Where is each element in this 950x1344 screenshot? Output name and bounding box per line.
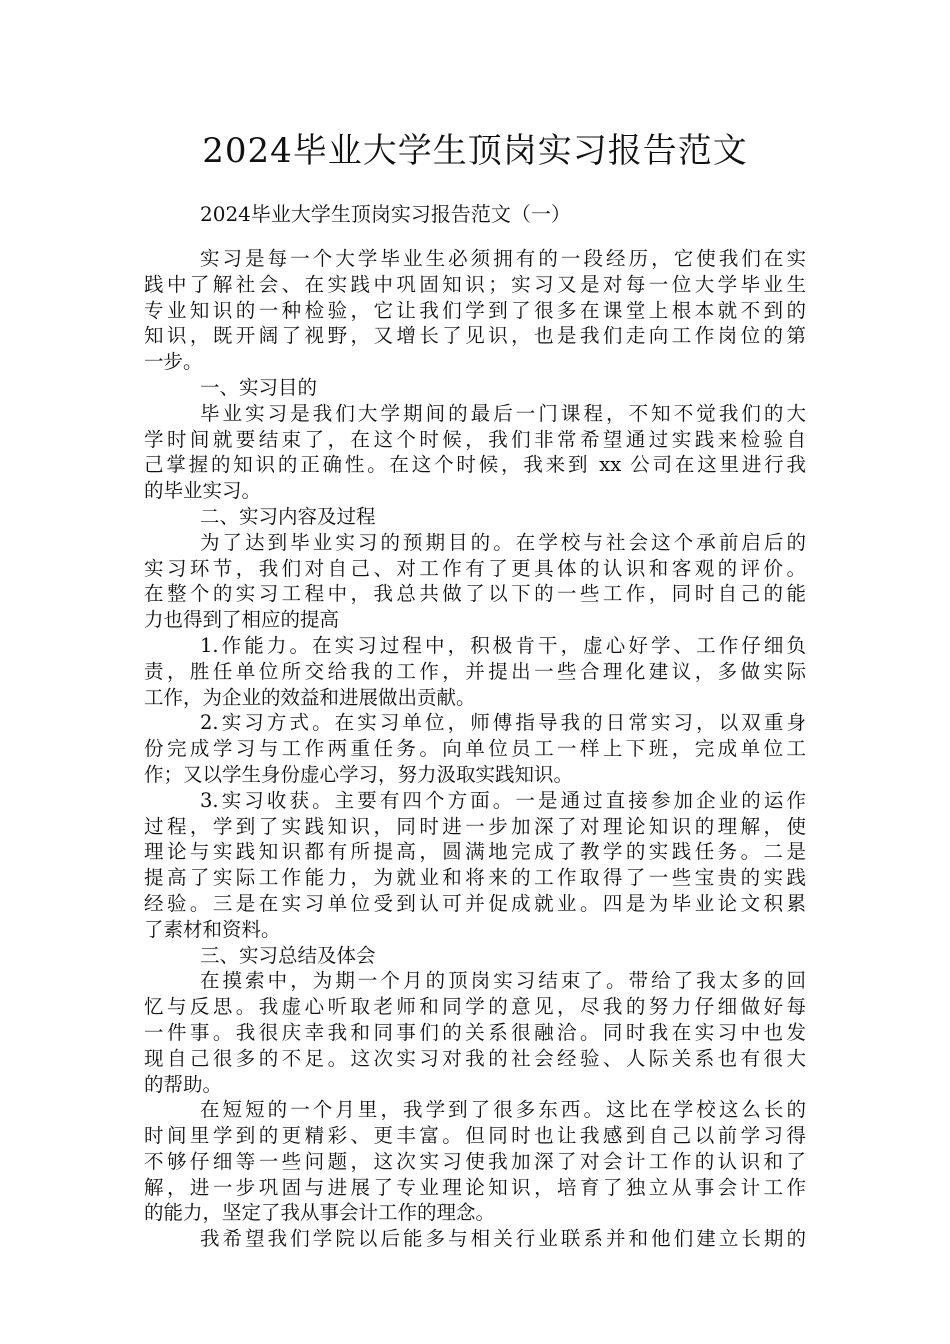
text-line: 理论与实践知识都有所提高，圆满地完成了教学的实践任务。二是 xyxy=(144,840,806,864)
text-line: 在短短的一个月里，我学到了很多东西。这比在学校这么长的 xyxy=(200,1098,806,1122)
text-line: 学时间就要结束了，在这个时候，我们非常希望通过实践来检验自 xyxy=(144,427,806,451)
text-line: 现自己很多的不足。这次实习对我的社会经验、人际关系也有很大 xyxy=(144,1046,806,1070)
text-line: 三、实习总结及体会 xyxy=(200,943,376,967)
text-line: 践中了解社会、在实践中巩固知识；实习又是对每一位大学毕业生 xyxy=(144,272,806,296)
text-line: 忆与反思。我虚心听取老师和同学的意见，尽我的努力仔细做好每 xyxy=(144,995,806,1019)
text-line: 毕业实习是我们大学期间的最后一门课程，不知不觉我们的大 xyxy=(200,401,806,425)
text-line: 的帮助。 xyxy=(144,1072,223,1096)
document-body xyxy=(144,246,806,1252)
text-line: 实习是每一个大学毕业生必须拥有的一段经历，它使我们在实 xyxy=(200,247,806,270)
text-line: 过程，学到了实践知识，同时进一步加深了对理论知识的理解，使 xyxy=(144,814,806,838)
text-line: 了素材和资料。 xyxy=(144,917,281,941)
text-line: 3.实习收获。主要有四个方面。一是通过直接参加企业的运作 xyxy=(200,788,806,812)
text-line: 2.实习方式。在实习单位，师傅指导我的日常实习，以双重身 xyxy=(200,711,806,735)
text-line: 专业知识的一种检验，它让我们学到了很多在课堂上根本就不到的 xyxy=(144,298,806,322)
text-line: 知识，既开阔了视野，又增长了见识，也是我们走向工作岗位的第 xyxy=(144,324,806,348)
text-line: 解，进一步巩固与进展了专业理论知识，培育了独立从事会计工作 xyxy=(144,1175,806,1199)
text-line: 份完成学习与工作两重任务。向单位员工一样上下班，完成单位工 xyxy=(144,737,806,761)
text-line: 己掌握的知识的正确性。在这个时候，我来到 xx 公司在这里进行我 xyxy=(144,453,806,477)
text-line: 为了达到毕业实习的预期目的。在学校与社会这个承前启后的 xyxy=(200,530,806,554)
text-line: 一、实习目的 xyxy=(200,375,318,399)
text-line: 我希望我们学院以后能多与相关行业联系并和他们建立长期的 xyxy=(200,1227,806,1251)
text-line: 作；又以学生身份虚心学习，努力汲取实践知识。 xyxy=(144,762,574,786)
text-line: 提高了实际工作能力，为就业和将来的工作取得了一些宝贵的实践 xyxy=(144,866,806,890)
text-line: 在摸索中，为期一个月的顶岗实习结束了。带给了我太多的回 xyxy=(200,969,806,993)
text-line: 力也得到了相应的提高 xyxy=(144,608,340,632)
text-line: 工作，为企业的效益和进展做出贡献。 xyxy=(144,685,476,709)
text-line: 的毕业实习。 xyxy=(144,479,262,503)
text-line: 实习环节，我们对自己、对工作有了更具体的认识和客观的评价。 xyxy=(144,556,806,580)
text-line: 经验。三是在实习单位受到认可并促成就业。四是为毕业论文积累 xyxy=(144,891,806,915)
text-line: 的能力，坚定了我从事会计工作的理念。 xyxy=(144,1201,496,1225)
document-title: 2024毕业大学生顶岗实习报告范文 xyxy=(202,131,748,171)
document-subtitle: 2024毕业大学生顶岗实习报告范文（一） xyxy=(200,202,571,226)
text-line: 1.作能力。在实习过程中，积极肯干，虚心好学、工作仔细负 xyxy=(200,633,806,657)
text-line: 时间里学到的更精彩、更丰富。但同时也让我感到自己以前学习得 xyxy=(144,1124,806,1148)
text-line: 一件事。我很庆幸我和同事们的关系很融洽。同时我在实习中也发 xyxy=(144,1020,806,1044)
text-line: 在整个的实习工程中，我总共做了以下的一些工作，同时自己的能 xyxy=(144,582,806,606)
text-line: 不够仔细等一些问题，这次实习使我加深了对会计工作的认识和了 xyxy=(144,1149,806,1173)
text-line: 责，胜任单位所交给我的工作，并提出一些合理化建议，多做实际 xyxy=(144,659,806,683)
text-line: 二、实习内容及过程 xyxy=(200,504,376,528)
text-line: 一步。 xyxy=(144,350,203,374)
